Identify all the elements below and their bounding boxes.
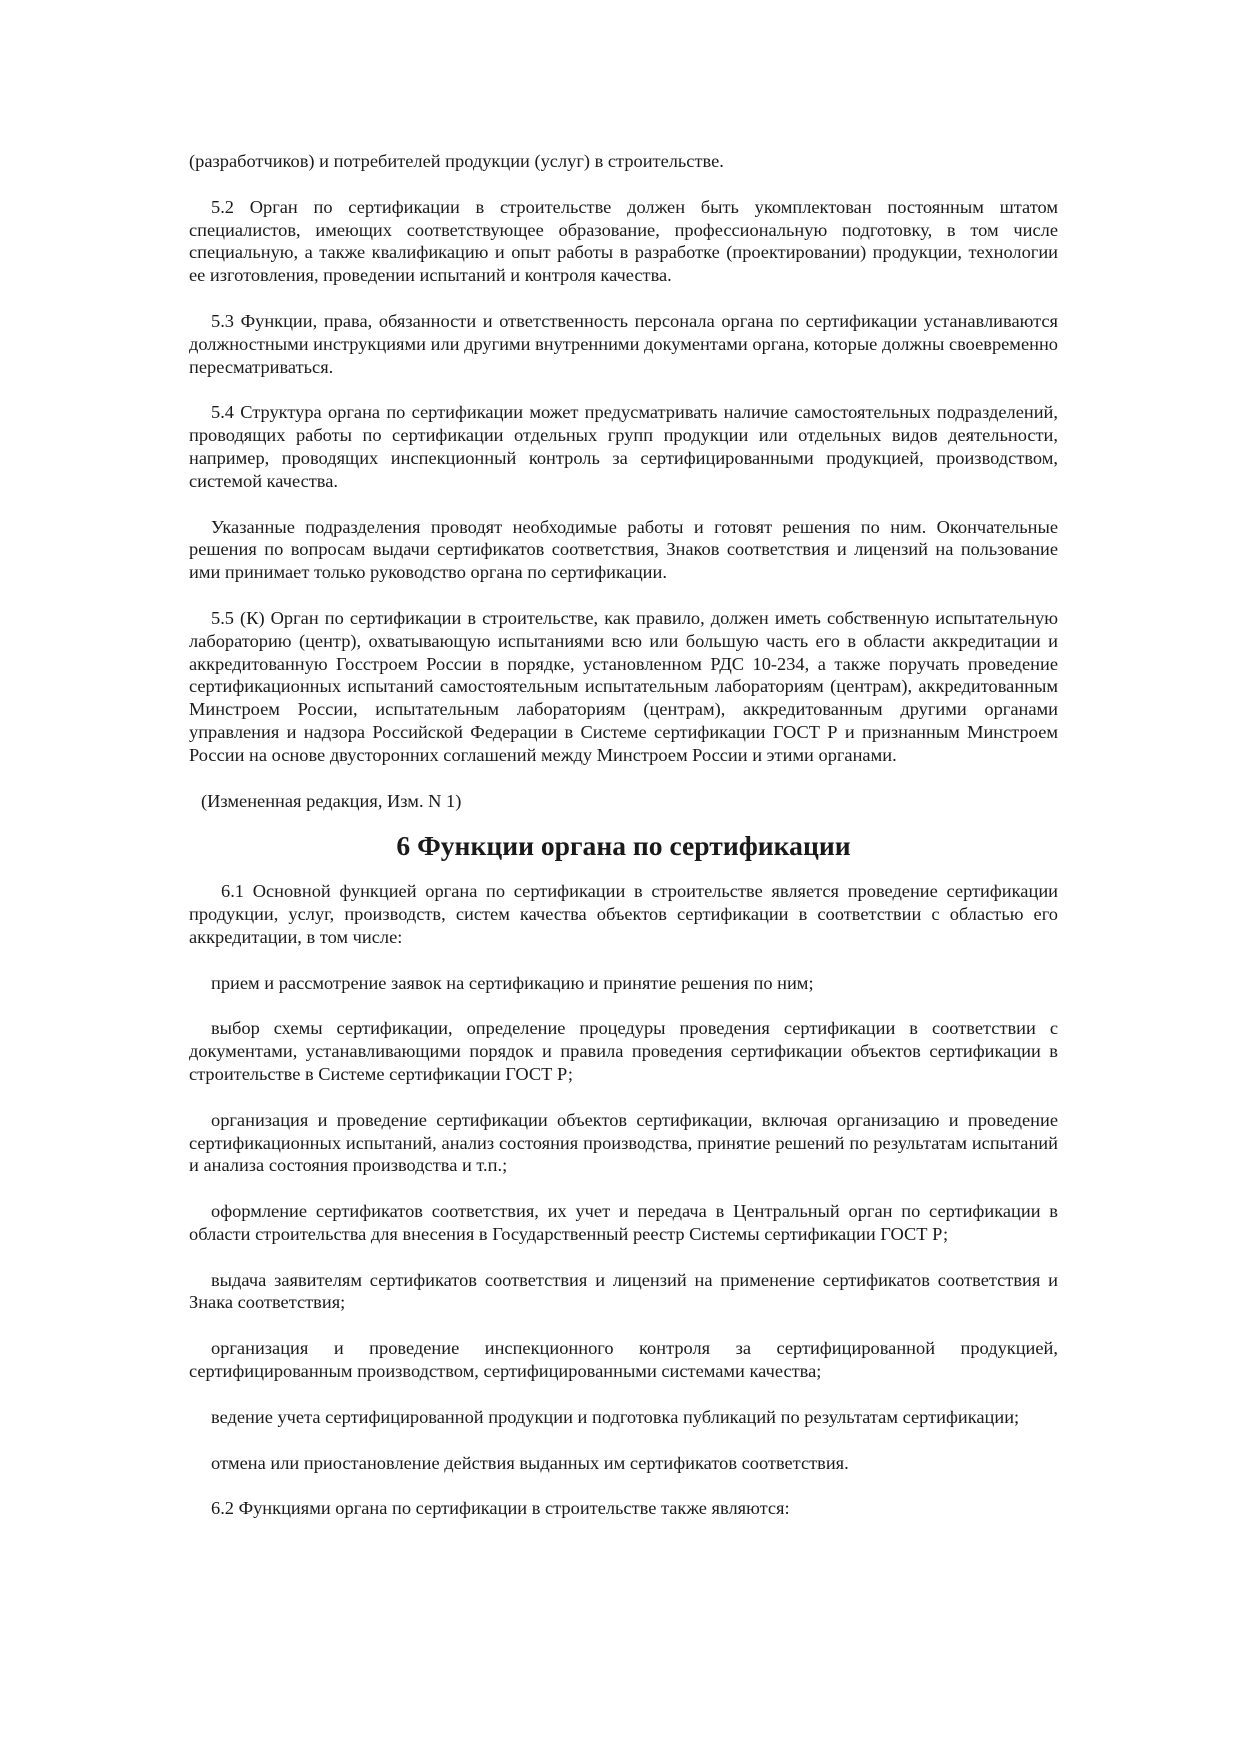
- list-item-inspection-control: организация и проведение инспекционного контроля за сертифицированной продукцией, сертифицированным производством, сертифицированными системами качества;: [189, 1338, 1058, 1382]
- list-item-cancellation: отмена или приостановление действия выданных им сертификатов соответствия.: [211, 1452, 849, 1473]
- list-item-applications: прием и рассмотрение заявок на сертификацию и принятие решения по ним;: [211, 972, 814, 993]
- paragraph-5-2: 5.2 Орган по сертификации в строительстве должен быть укомплектован постоянным штатом специалистов, имеющих соответствующее образование, профессиональную подготовку, в том числе специальную, а также квалификацию и опыт работы в разработке (проектировании) продукции, технологии ее изготовления, проведении испытаний и контроля качества.: [189, 196, 1058, 286]
- list-item-certification-conduct: организация и проведение сертификации объектов сертификации, включая организацию и проведение сертификационных испытаний, анализ состояния производства, принятие решений по результатам испытаний и анализа состояния производства и т.п.;: [189, 1109, 1058, 1176]
- paragraph-6-2: 6.2 Функциями органа по сертификации в строительстве также являются:: [211, 1498, 790, 1519]
- paragraph-continuation: (разработчиков) и потребителей продукции (услуг) в строительстве.: [189, 151, 724, 171]
- list-item-record-keeping: ведение учета сертифицированной продукции и подготовка публикаций по результатам сертификации;: [211, 1406, 1020, 1427]
- section-heading: 6 Функции органа по сертификации: [396, 830, 851, 862]
- paragraph-5-3: 5.3 Функции, права, обязанности и ответственность персонала органа по сертификации устанавливаются должностными инструкциями или другими внутренними документами органа, которые должны своевременно пересматриваться.: [189, 310, 1058, 377]
- paragraph-5-5: 5.5 (К) Орган по сертификации в строительстве, как правило, должен иметь собственную испытательную лабораторию (центр), охватывающую испытаниями всю или большую часть его в области аккредитации и аккредитованную Госстроем России в порядке, установленном РДС 10-234, а также поручать проведение сертификационных испытаний самостоятельным испытательным лабораториям (центрам), аккредитованным Минстроем России, испытательным лабораториям (центрам), аккредитованным другими органами управления и надзора Российской Федерации в Системе сертификации ГОСТ Р и признанным Минстроем России на основе двусторонних соглашений между Минстроем России и этими органами.: [189, 607, 1058, 765]
- paragraph-5-4-continued: Указанные подразделения проводят необходимые работы и готовят решения по ним. Окончательные решения по вопросам выдачи сертификатов соответствия, Знаков соответствия и лицензий на пользование ими принимает только руководство органа по сертификации.: [189, 516, 1058, 583]
- paragraph-6-1: 6.1 Основной функцией органа по сертификации в строительстве является проведение сертификации продукции, услуг, производств, систем качества объектов сертификации в соответствии с областью его аккредитации, в том числе:: [189, 881, 1058, 947]
- list-item-certificate-registration: оформление сертификатов соответствия, их учет и передача в Центральный орган по сертификации в области строительства для внесения в Государственный реестр Системы сертификации ГОСТ Р;: [189, 1201, 1058, 1244]
- paragraph-5-4: 5.4 Структура органа по сертификации может предусматривать наличие самостоятельных подразделений, проводящих работы по сертификации отдельных групп продукции или отдельных видов деятельности, например, проводящих инспекционный контроль за сертифицированными продукцией, производством, системой качества.: [189, 402, 1058, 491]
- list-item-scheme-selection: выбор схемы сертификации, определение процедуры проведения сертификации в соответствии с документами, устанавливающими порядок и правила проведения сертификации объектов сертификации в строительстве в Системе сертификации ГОСТ Р;: [189, 1018, 1058, 1084]
- amendment-note: (Измененная редакция, Изм. N 1): [201, 790, 462, 811]
- document-page: [189, 150, 1058, 1543]
- list-item-issuance: выдача заявителям сертификатов соответствия и лицензий на применение сертификатов соответствия и Знака соответствия;: [189, 1269, 1058, 1313]
